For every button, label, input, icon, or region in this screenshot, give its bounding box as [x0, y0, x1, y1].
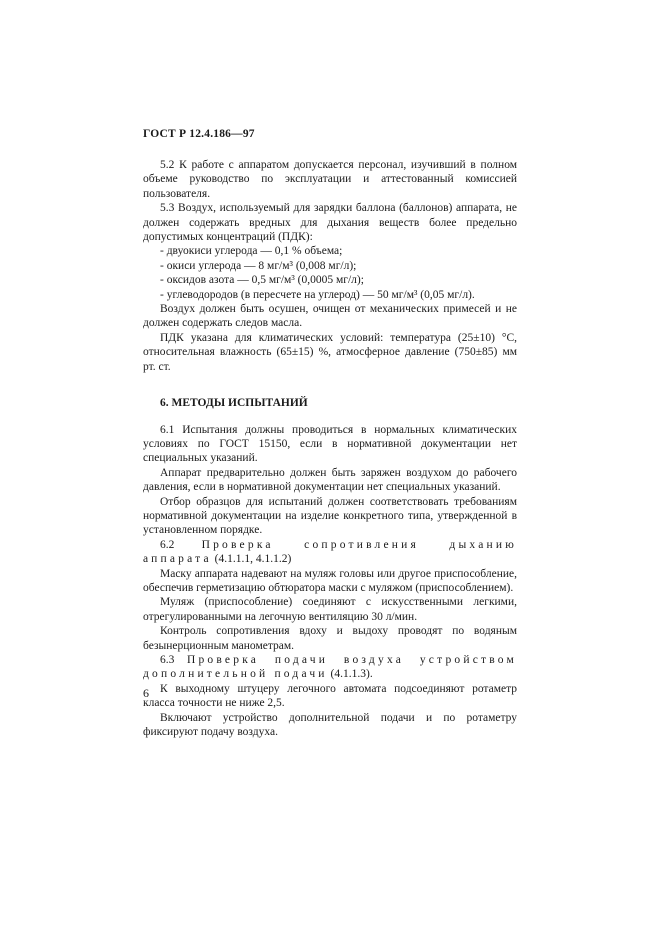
spaced-title: Проверка сопротивления дыханию аппарата: [143, 538, 517, 566]
section-title: 6. МЕТОДЫ ИСПЫТАНИЙ: [160, 397, 308, 410]
item-6-3-heading: [143, 653, 517, 682]
item-number: 6.3: [160, 654, 175, 666]
spaced-title: Проверка подачи воздуха устройством дополнительной подачи: [143, 654, 517, 681]
item-number: 6.2: [160, 538, 175, 551]
paragraph-climatic-conditions: ПДК указана для климатических условий: температура (25±10) °С, относительная влажность (65±15) %, атмосферное давление (750±85) мм рт. ст.: [143, 331, 517, 373]
paragraph-dry-air: Воздух должен быть осушен, очищен от механических примесей и не должен содержать следов масла.: [143, 303, 517, 330]
paragraph-resistance: Контроль сопротивления вдоху и выдоху проводят по водяным безынерционным манометрам.: [143, 625, 517, 652]
document-body: [143, 158, 517, 739]
document-header: ГОСТ Р 12.4.186—97: [143, 128, 255, 140]
list-item: - оксидов азота — 0,5 мг/м³ (0,0005 мг/л);: [160, 274, 364, 287]
paragraph-6-1: 6.1 Испытания должны проводиться в нормальных климатических условиях по ГОСТ 15150, если в нормативной документации нет специальных указаний.: [143, 423, 517, 465]
list-item: - двуокиси углерода — 0,1 % объема;: [160, 245, 343, 258]
item-ref: (4.1.1.1, 4.1.1.2): [214, 553, 292, 566]
item-6-2-heading: [143, 538, 517, 567]
paragraph-5-3: 5.3 Воздух, используемый для зарядки баллона (баллонов) аппарата, не должен содержать вредных для дыхания веществ более предельно допустимых концентраций (ПДК):: [143, 202, 517, 244]
paragraph-dummy: Муляж (приспособление) соединяют с искусственными легкими, отрегулированными на легочную вентиляцию 30 л/мин.: [143, 596, 517, 623]
paragraph-enable: Включают устройство дополнительной подачи и по ротаметру фиксируют подачу воздуха.: [143, 711, 517, 739]
paragraph-precharge: Аппарат предварительно должен быть заряжен воздухом до рабочего давления, если в нормативной документации нет специальных указаний.: [143, 466, 517, 494]
list-item: - окиси углерода — 8 мг/м³ (0,008 мг/л);: [160, 259, 357, 272]
list-item: - углеводородов (в пересчете на углерод) — 50 мг/м³ (0,05 мг/л).: [160, 288, 475, 301]
paragraph-mask: Маску аппарата надевают на муляж головы или другое приспособление, обеспечив герметизацию обтюратора маски с муляжом (приспособлением).: [143, 567, 517, 594]
page-number: 6: [143, 686, 149, 700]
paragraph-rotameter: К выходному штуцеру легочного автомата подсоединяют ротаметр класса точности не ниже 2,5.: [143, 682, 517, 710]
limits-list: [143, 244, 517, 302]
paragraph-5-2: 5.2 К работе с аппаратом допускается персонал, изучивший в полном объеме руководство по эксплуатации и аттестованный комиссией пользователя.: [143, 159, 517, 200]
paragraph-sampling: Отбор образцов для испытаний должен соответствовать требованиям нормативной документации на изделие конкретного типа, утвержденной в установленном порядке.: [143, 495, 517, 537]
item-ref: (4.1.1.3).: [330, 668, 373, 681]
